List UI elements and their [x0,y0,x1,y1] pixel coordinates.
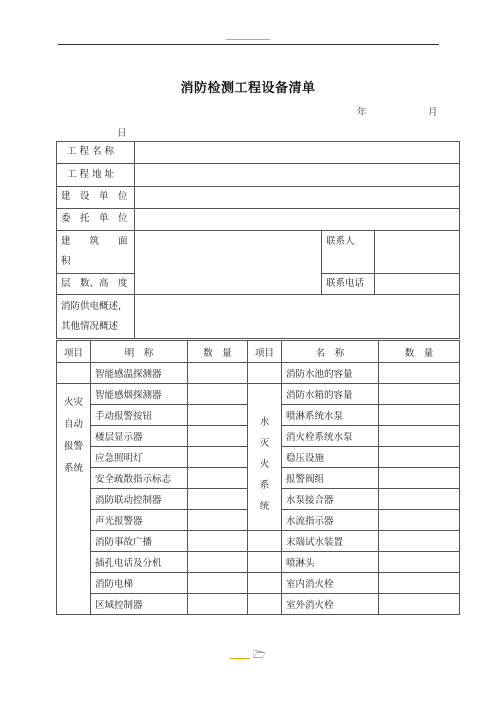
group-right-blank [248,552,282,573]
left-item-qty[interactable] [188,552,248,573]
right-item-name: 室外消火栓 [282,594,379,615]
left-item-name: 智能感温探测器 [91,363,188,384]
label-floor-area-line2: 积 [61,256,71,267]
right-item-name: 消防水箱的容量 [282,384,379,405]
left-item-name: 声光报警器 [91,510,188,531]
left-item-name: 智能感烟探测器 [91,384,188,405]
group-left-char-4: 系统 [63,463,83,474]
right-item-qty[interactable] [379,468,460,489]
right-item-name: 喷淋系统水泵 [282,405,379,426]
right-item-qty[interactable] [379,552,460,573]
label-project-address: 工 程 地 址 [57,164,135,187]
right-item-name: 室内消火栓 [282,573,379,594]
label-power-supply-line2: 其他情况概述 [61,320,119,332]
header-qty-right: 数 量 [379,341,460,363]
left-item-qty[interactable] [188,573,248,594]
footer-mark [230,652,250,659]
project-info-table [56,141,460,339]
left-item-qty[interactable] [188,594,248,615]
right-item-name: 水流指示器 [282,510,379,531]
group-right-char-2: 灭 [259,438,270,449]
left-item-name: 插孔电话及分机 [91,552,188,573]
date-year: 年 [357,107,367,118]
group-fire-alarm-system [57,384,91,615]
left-item-qty[interactable] [188,510,248,531]
header-mark [226,32,270,40]
left-item-name: 安全疏散指示标志 [91,468,188,489]
date-day: 日 [117,128,127,139]
left-item-qty[interactable] [188,531,248,552]
document-title: 消防检测工程设备清单 [180,81,316,96]
left-item-name: 消防联动控制器 [91,489,188,510]
date-month: 月 [428,107,438,118]
label-power-supply-line1: 消防供电概述， [61,300,128,312]
header-qty-left: 数 量 [188,341,248,363]
header-item-right: 项目 [248,341,282,363]
group-water-fire-system [248,384,282,531]
label-contact-person: 联系人 [322,231,375,274]
left-item-name: 消防事故广播 [91,531,188,552]
group-right-char-1: 水 [259,417,270,428]
right-item-qty[interactable] [379,594,460,615]
group-right-blank [248,531,282,552]
value-power-supply[interactable] [135,295,460,339]
label-floor-area-line1: 建 筑 面 [61,236,128,247]
right-item-qty[interactable] [379,573,460,594]
right-item-qty[interactable] [379,363,460,384]
group-left-blank [57,363,91,384]
value-project-address[interactable] [135,164,460,187]
left-item-qty[interactable] [188,384,248,405]
group-right-blank [248,594,282,615]
folder-icon: 🗁 [253,650,266,661]
right-item-qty[interactable] [379,384,460,405]
left-item-qty[interactable] [188,405,248,426]
page-footer [230,648,266,665]
right-item-name: 报警阀组 [282,468,379,489]
label-construction-unit: 建 设 单 位 [57,187,135,209]
right-item-qty[interactable] [379,489,460,510]
group-right-blank [248,363,282,384]
right-item-name: 稳压设施 [282,447,379,468]
value-contact-phone[interactable] [375,274,460,295]
left-item-qty[interactable] [188,426,248,447]
value-contact-person[interactable] [375,231,460,274]
label-project-name: 工 程 名 称 [57,142,135,164]
group-right-blank [248,573,282,594]
header-name-right: 名 称 [282,341,379,363]
left-item-name: 区域控制器 [91,594,188,615]
right-item-qty[interactable] [379,510,460,531]
right-item-name: 消火栓系统水泵 [282,426,379,447]
group-right-char-4: 系 [259,480,270,491]
left-item-name: 应急照明灯 [91,447,188,468]
left-item-qty[interactable] [188,363,248,384]
left-item-name: 楼层显示器 [91,426,188,447]
group-left-char-1: 火灾 [63,397,83,408]
value-client-unit[interactable] [135,209,460,231]
right-item-qty[interactable] [379,531,460,552]
label-floor-area [57,231,135,274]
equipment-table [56,340,460,615]
label-power-supply [57,295,135,339]
right-item-name: 水泵接合器 [282,489,379,510]
label-client-unit: 委 托 单 位 [57,209,135,231]
value-building-data[interactable] [135,231,322,295]
right-item-qty[interactable] [379,426,460,447]
left-item-name: 手动报警按钮 [91,405,188,426]
right-item-name: 消防水池的容量 [282,363,379,384]
left-item-name: 消防电梯 [91,573,188,594]
header-rule [58,44,439,45]
group-right-char-5: 统 [259,501,270,512]
right-item-qty[interactable] [379,447,460,468]
group-left-char-2: 自动 [63,419,83,430]
left-item-qty[interactable] [188,447,248,468]
label-contact-phone: 联系电话 [322,274,375,295]
value-construction-unit[interactable] [135,187,460,209]
group-left-char-3: 报警 [63,441,83,452]
header-name-left: 明 称 [91,341,188,363]
right-item-qty[interactable] [379,405,460,426]
header-item-left: 项目 [57,341,91,363]
left-item-qty[interactable] [188,489,248,510]
group-right-char-3: 火 [259,459,270,470]
value-project-name[interactable] [135,142,460,164]
right-item-name: 喷淋头 [282,552,379,573]
right-item-name: 末端试水装置 [282,531,379,552]
left-item-qty[interactable] [188,468,248,489]
label-floors-height: 层 数、高 度 [57,274,135,295]
